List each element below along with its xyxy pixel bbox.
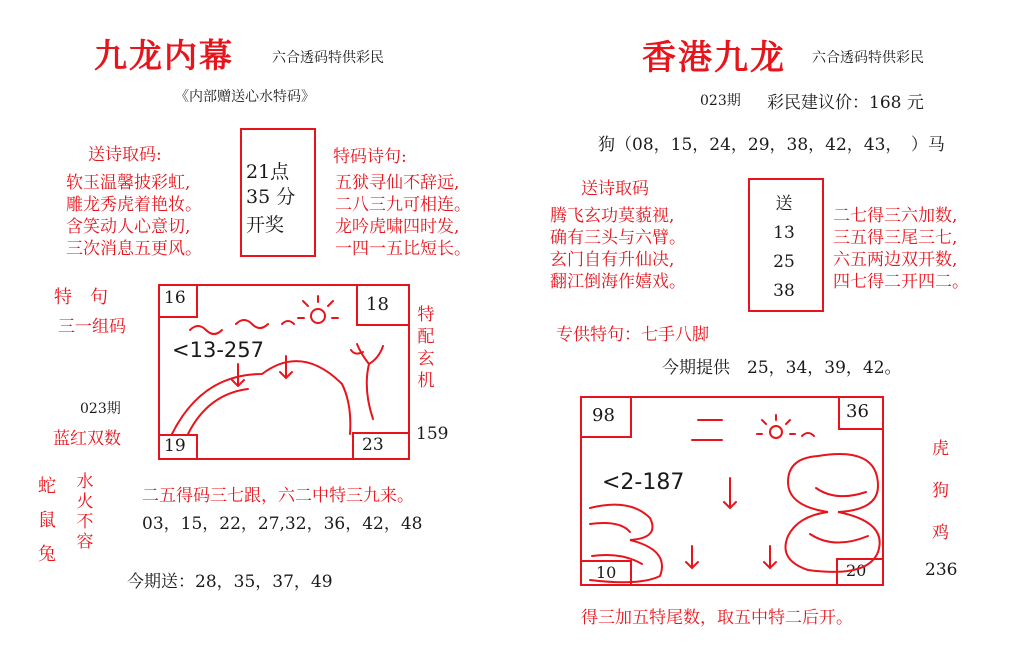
left-corner-br-number: 23 — [362, 435, 384, 455]
right-title: 香港九龙 — [642, 38, 786, 78]
right-corner-tr-number: 36 — [846, 401, 869, 422]
left-color-hint: 蓝红双数 — [53, 429, 121, 449]
zodiac-item: 鼠 — [38, 510, 56, 531]
poem-line: 雕龙秀虎着艳妆。 — [66, 195, 202, 215]
poem-line: 含笑动人心意切, — [66, 217, 191, 237]
left-zodiac-list — [36, 470, 58, 572]
poem-line: 一四一五比短长。 — [335, 239, 471, 259]
send-box-label: 送 — [775, 194, 793, 214]
poem-line: 三次消息五更风。 — [66, 239, 202, 259]
right-side-vertical — [932, 428, 949, 554]
right-footer: 得三加五特尾数，取五中特二后开。 — [581, 608, 853, 628]
right-side-number: 236 — [925, 560, 958, 580]
left-corner-bl-number: 19 — [164, 436, 186, 456]
left-combo-label: 三一组码 — [58, 317, 126, 337]
poem-line: 腾飞玄功莫藐视, — [550, 206, 675, 226]
send-box-number: 25 — [773, 252, 795, 272]
poem-line: 二七得三六加数, — [833, 206, 958, 226]
right-corner-bl-number: 10 — [596, 563, 617, 582]
poem-line: 三五得三尾三七, — [833, 228, 958, 248]
right-dog-line: 狗（08，15，24，29，38，42，43， ）马 — [598, 135, 945, 155]
poem-line: 玄门自有升仙决, — [550, 250, 675, 270]
left-issue: 023期 — [80, 401, 121, 417]
send-box-number: 13 — [773, 223, 795, 243]
right-subtitle: 六合透码特供彩民 — [812, 50, 924, 66]
poem-line: 二八三九可相连。 — [335, 195, 471, 215]
right-send-label: 送诗取码 — [581, 179, 649, 199]
left-corner-tr-number: 18 — [366, 294, 389, 315]
draw-label: 开奖 — [246, 214, 285, 236]
right-picture-drawing — [580, 396, 882, 584]
left-side-vertical: 特配玄机 — [417, 305, 435, 391]
right-price: 彩民建议价：168 元 — [767, 93, 924, 113]
right-picture-text: <2-187 — [602, 470, 685, 495]
left-corner-tl-number: 16 — [164, 288, 186, 308]
right-corner-tl-number: 98 — [592, 405, 615, 426]
draw-time-text — [246, 160, 295, 238]
send-box-number: 38 — [773, 281, 795, 301]
left-poem2 — [335, 172, 471, 260]
left-subtitle: 六合透码特供彩民 — [272, 50, 384, 66]
right-corner-br-number: 20 — [846, 561, 867, 580]
poem-line: 四七得二开四二。 — [833, 272, 969, 292]
poem-line: 龙吟虎啸四时发, — [335, 217, 460, 237]
left-special-label: 特 句 — [54, 287, 108, 308]
zodiac-item: 兔 — [38, 544, 56, 565]
poem-line: 确有三头与六臂。 — [550, 228, 686, 248]
left-numbers: 03，15，22，27,32，36，42，48 — [142, 514, 423, 534]
draw-time-hour: 21点 — [246, 161, 290, 183]
left-poem2-label: 特码诗句: — [333, 147, 407, 167]
poem-line: 五狱寻仙不辞远, — [335, 173, 460, 193]
zodiac-item: 蛇 — [38, 476, 56, 497]
draw-time-minute: 35 分 — [246, 186, 296, 208]
left-rule: 二五得码三七跟，六二中特三九来。 — [142, 486, 414, 506]
poem-line: 软玉温馨披彩虹, — [66, 173, 191, 193]
left-today: 今期送：28，35，37，49 — [127, 572, 333, 592]
zodiac-item: 鸡 — [932, 523, 949, 543]
poem-line: 六五两边双开数, — [833, 250, 958, 270]
left-send-label: 送诗取码: — [88, 145, 162, 165]
left-side-number: 159 — [416, 424, 449, 444]
left-elements-vertical: 水火不容 — [76, 472, 94, 552]
left-tagline: 《内部赠送心水特码》 — [175, 89, 315, 105]
left-poem — [66, 172, 202, 260]
right-poem2 — [833, 205, 969, 293]
poem-line: 翻江倒海作嬉戏。 — [550, 272, 686, 292]
zodiac-item: 狗 — [932, 481, 949, 501]
zodiac-item: 虎 — [932, 439, 949, 459]
right-special: 专供特句：七手八脚 — [556, 325, 709, 345]
right-issue: 023期 — [700, 93, 741, 109]
left-title: 九龙内幕 — [94, 36, 234, 75]
left-picture-drawing — [158, 284, 408, 458]
right-send-box-content — [770, 190, 798, 306]
left-picture-text: <13-257 — [172, 338, 264, 362]
right-today: 今期提供 25，34，39，42。 — [662, 358, 902, 378]
right-poem — [550, 205, 686, 293]
